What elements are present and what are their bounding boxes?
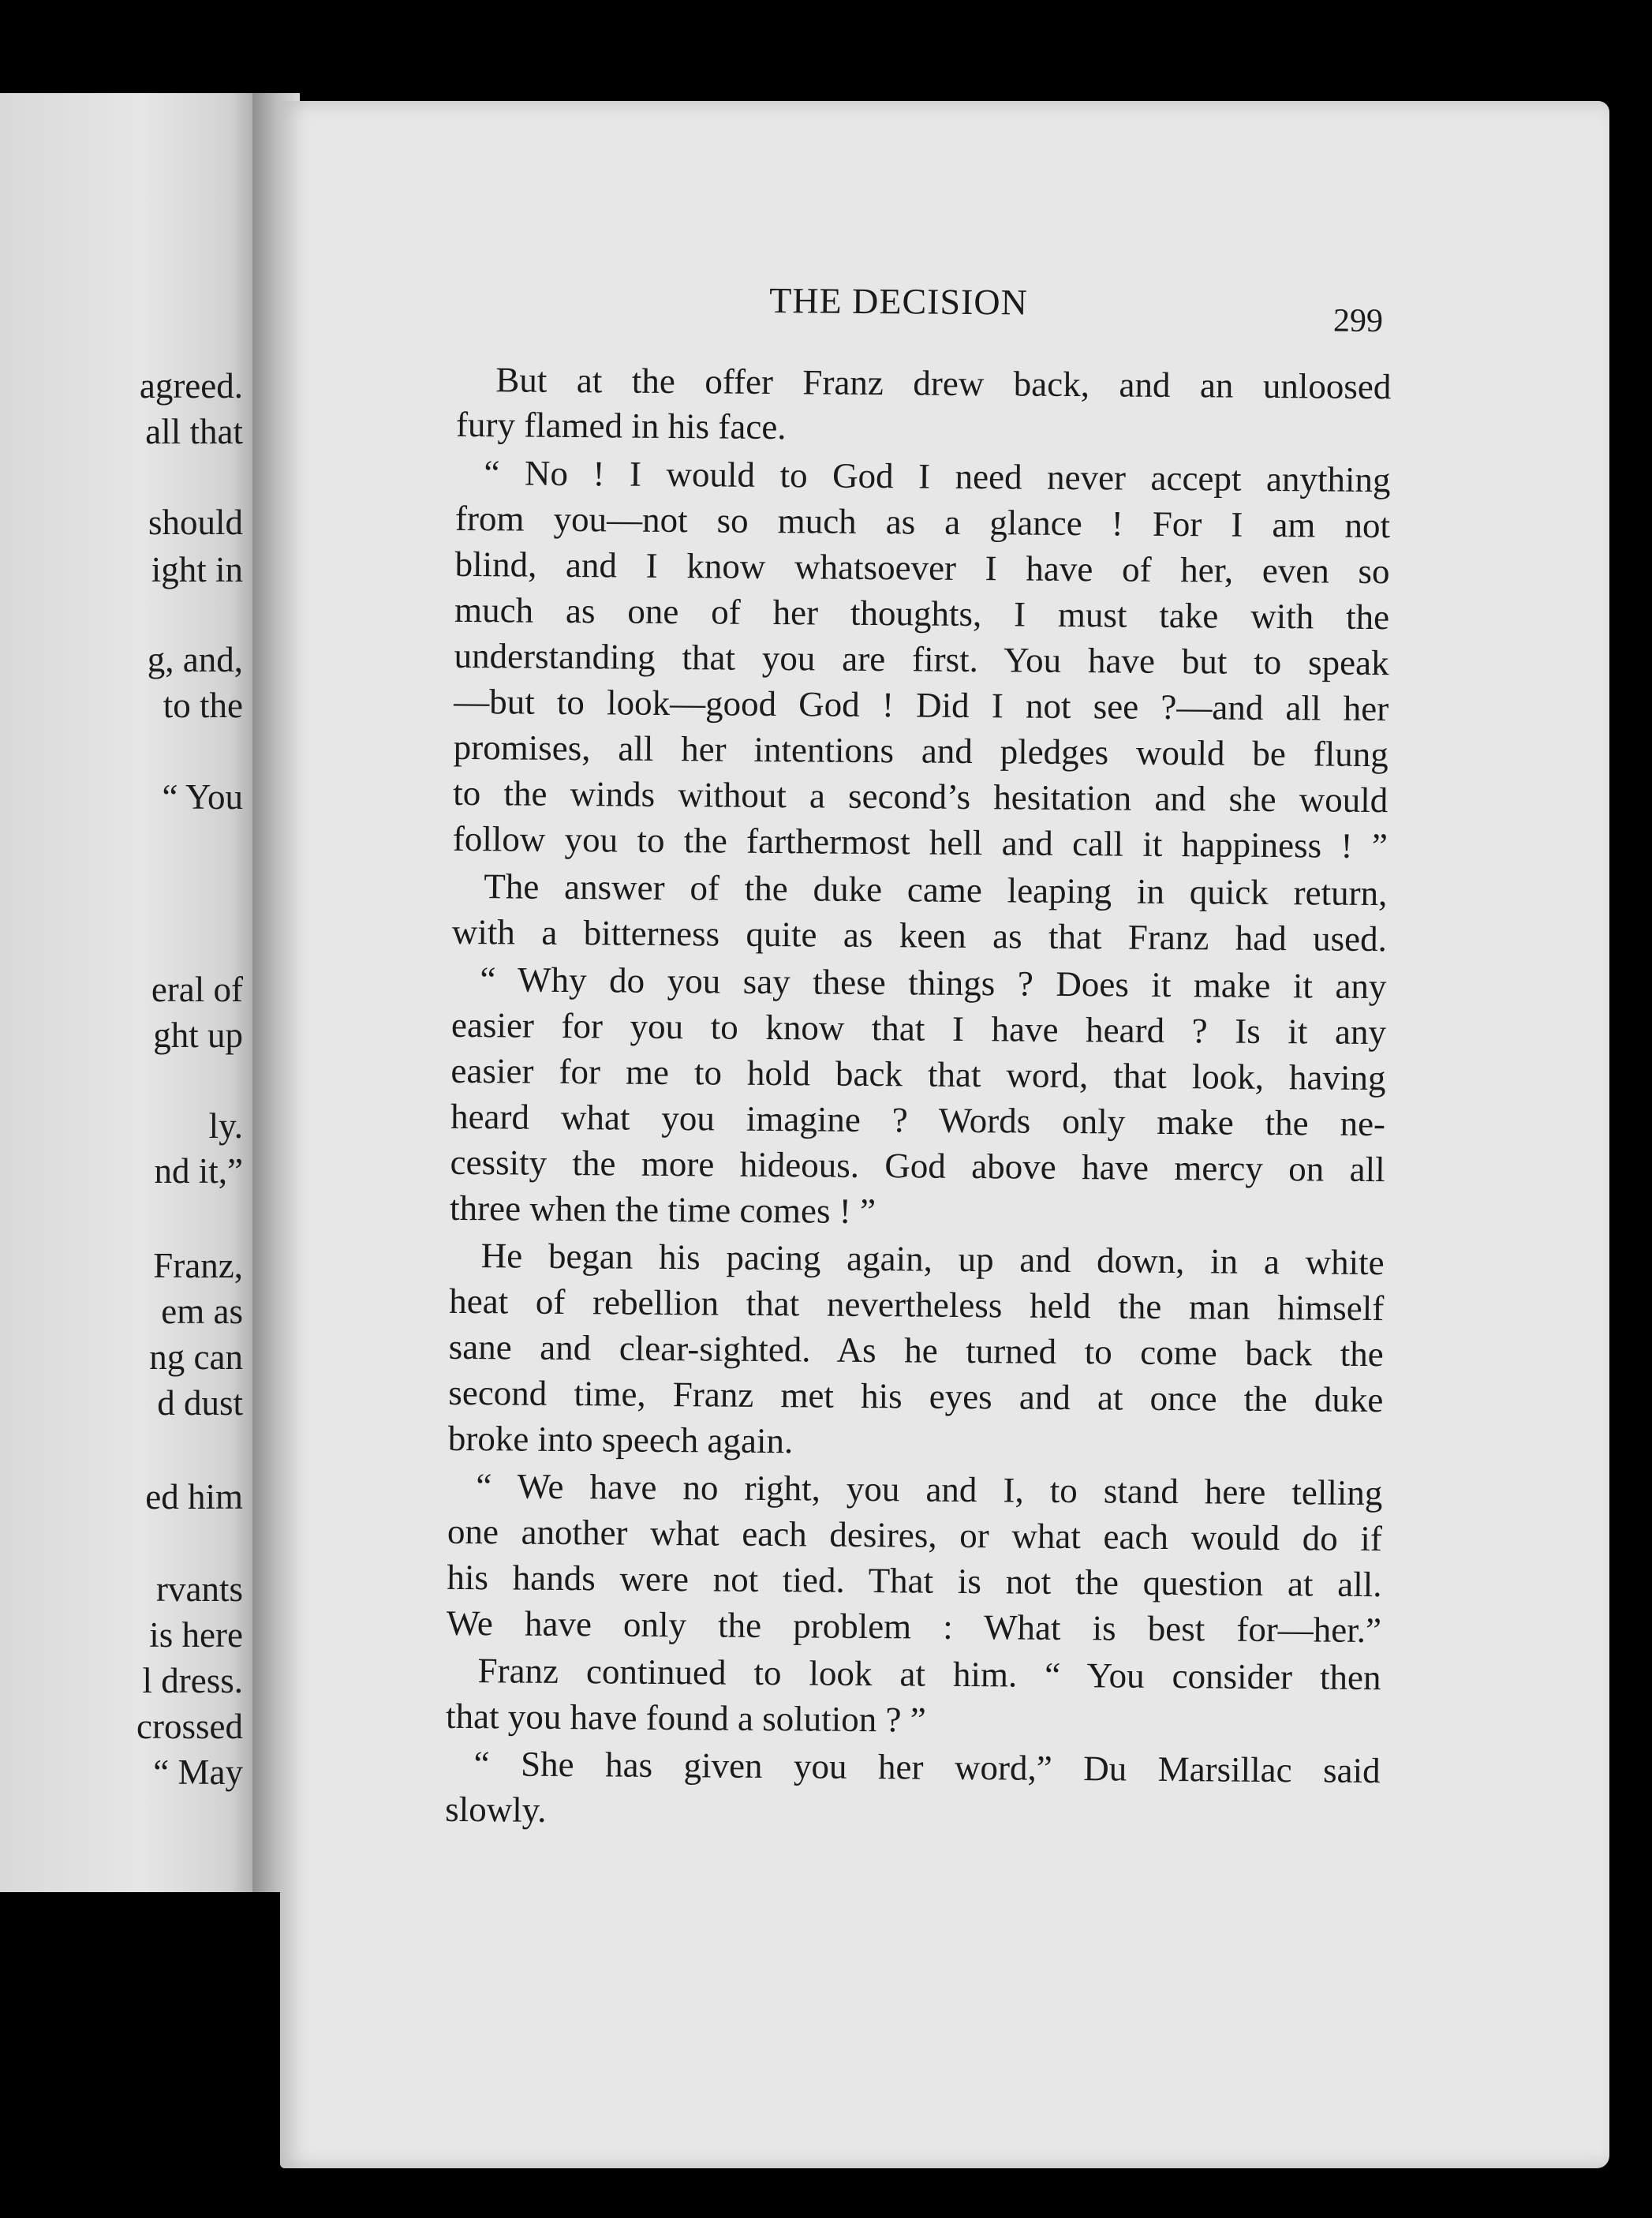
- body-line: He began his pacing again, up and down, in a white: [480, 1236, 1385, 1283]
- left-page-line: all that: [145, 412, 243, 451]
- left-page-line: crossed: [136, 1707, 243, 1746]
- left-page-line: to the: [163, 686, 243, 725]
- left-page-line: Franz,: [153, 1246, 243, 1285]
- left-page-line: “ You: [162, 777, 243, 817]
- left-page-line: ed him: [145, 1477, 243, 1517]
- running-title: THE DECISION: [769, 279, 1028, 323]
- body-line: second time, Franz met his eyes and at once the duke: [448, 1372, 1384, 1420]
- left-page-line: ight in: [151, 550, 243, 589]
- body-line: “ Why do you say these things ? Does it make it any: [480, 959, 1387, 1007]
- body-line: —but to look—good God ! Did I not see ?—and all her: [454, 681, 1389, 729]
- left-page-line: “ May: [153, 1752, 243, 1792]
- body-line: that you have found a solution ? ”: [445, 1696, 926, 1740]
- body-line: broke into speech again.: [447, 1418, 794, 1461]
- body-line: from you—not so much as a glance ! For I am not: [454, 498, 1391, 546]
- body-line: “ No ! I would to God I need never accept anything: [484, 453, 1391, 500]
- left-page-line: l dress.: [142, 1661, 243, 1700]
- body-line: understanding that you are first. You have but to speak: [454, 635, 1389, 683]
- body-line: blind, and I know whatsoever I have of her, even so: [454, 544, 1390, 592]
- body-line: But at the offer Franz drew back, and an unloosed: [495, 360, 1392, 407]
- body-line: follow you to the farthermost hell and call it happiness ! ”: [452, 818, 1389, 866]
- left-page-line: nd it,”: [154, 1151, 243, 1191]
- body-line: sane and clear-sighted. As he turned to come back the: [448, 1326, 1384, 1375]
- body-line: easier for you to know that I have heard ? Is it any: [450, 1004, 1387, 1053]
- body-line: The answer of the duke came leaping in quick return,: [484, 866, 1388, 914]
- body-line: with a bitterness quite as keen as that Franz had used.: [451, 911, 1388, 959]
- left-page-line: ly.: [208, 1106, 243, 1146]
- body-line: heard what you imagine ? Words only make the ne-: [450, 1096, 1386, 1144]
- body-line: much as one of her thoughts, I must take with the: [454, 589, 1390, 638]
- body-line: his hands were not tied. That is not the question at all.: [447, 1557, 1382, 1605]
- body-line: one another what each desires, or what each would do if: [447, 1511, 1383, 1559]
- body-line: promises, all her intentions and pledges would be flung: [453, 727, 1389, 775]
- left-page-line: g, and,: [147, 640, 243, 679]
- body-line: to the winds without a second’s hesitation and she would: [453, 772, 1389, 821]
- body-line: We have only the problem : What is best for—her.”: [446, 1603, 1382, 1651]
- body-line: slowly.: [444, 1789, 547, 1830]
- left-page-line: ng can: [149, 1337, 243, 1377]
- page-number: 299: [1332, 302, 1384, 340]
- left-page-line: should: [148, 503, 243, 542]
- body-line: Franz continued to look at him. “ You consider then: [477, 1651, 1381, 1698]
- body-line: three when the time comes ! ”: [449, 1188, 876, 1232]
- left-page-line: eral of: [151, 970, 243, 1009]
- body-line: “ We have no right, you and I, to stand here telling: [476, 1466, 1383, 1513]
- left-page-line: ght up: [153, 1015, 243, 1055]
- left-page-line: rvants: [156, 1569, 243, 1609]
- left-page-line: em as: [161, 1292, 243, 1331]
- left-page-line: d dust: [157, 1383, 243, 1423]
- body-line: easier for me to hold back that word, that look, having: [450, 1050, 1386, 1098]
- body-line: cessity the more hideous. God above have mercy on all: [450, 1142, 1385, 1190]
- body-line: heat of rebellion that nevertheless held the man himself: [449, 1281, 1385, 1329]
- left-page-line: agreed.: [139, 366, 243, 406]
- left-page-line: is here: [149, 1615, 243, 1655]
- body-line: “ She has given you her word,” Du Marsillac said: [473, 1744, 1381, 1791]
- body-line: fury flamed in his face.: [455, 404, 787, 447]
